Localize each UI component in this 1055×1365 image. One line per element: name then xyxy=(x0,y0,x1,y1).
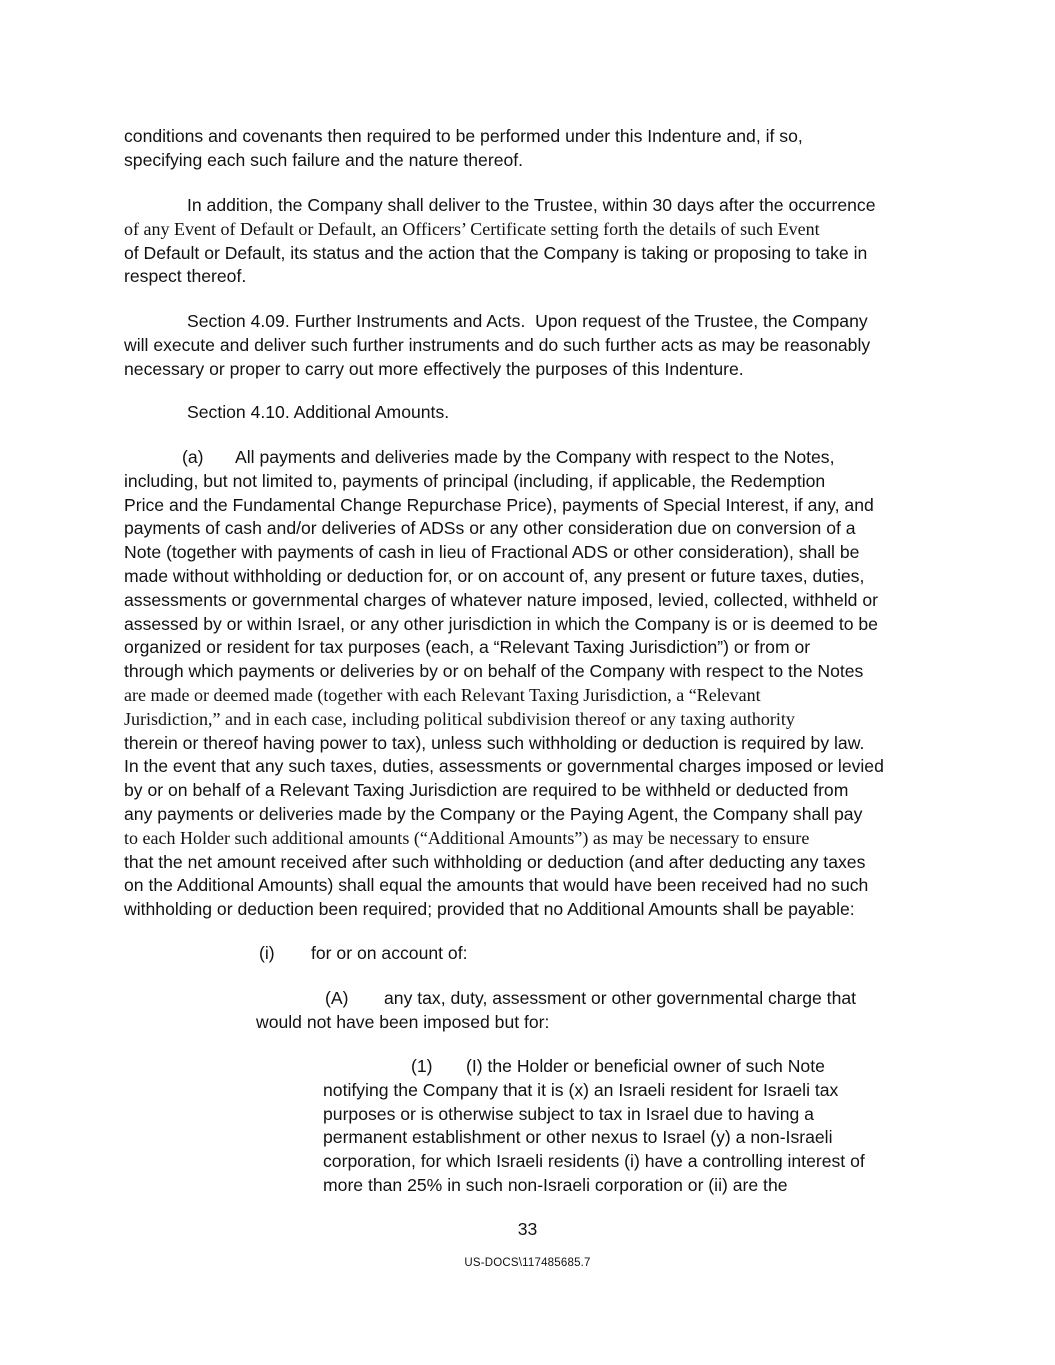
text-line: In the event that any such taxes, duties, assessments or governmental charges imposed or levied xyxy=(124,756,884,777)
text-line: including, but not limited to, payments of principal (including, if applicable, the Redemption xyxy=(124,470,826,491)
clause-label: (i) xyxy=(259,943,275,963)
clause-text: any tax, duty, assessment or other governmental charge that xyxy=(384,988,857,1008)
clause-A xyxy=(256,987,906,1035)
text-line: purposes or is otherwise subject to tax in Israel due to having a xyxy=(323,1103,814,1124)
paragraph-officers-certificate xyxy=(124,194,936,289)
text-line: any payments or deliveries made by the Company or the Paying Agent, the Company shall pay xyxy=(124,803,863,824)
text-line: that the net amount received after such withholding or deduction (and after deducting any taxes xyxy=(124,851,866,872)
text-line: on the Additional Amounts) shall equal the amounts that would have been received had no such xyxy=(124,875,869,896)
text-line: assessments or governmental charges of whatever nature imposed, levied, collected, withheld or xyxy=(124,589,878,610)
text-line: Price and the Fundamental Change Repurchase Price), payments of Special Interest, if any, and xyxy=(124,494,874,515)
text-line: permanent establishment or other nexus to Israel (y) a non-Israeli xyxy=(323,1127,833,1148)
clause-label: (1) xyxy=(411,1056,433,1076)
text-line: assessed by or within Israel, or any other jurisdiction in which the Company is or is deemed to be xyxy=(124,613,878,634)
text-line xyxy=(256,987,906,1011)
section-4-10-heading xyxy=(124,401,936,425)
section-heading: Section 4.09. Further Instruments and Acts. xyxy=(187,311,526,331)
text-line xyxy=(259,942,909,966)
text-line: are made or deemed made (together with each Relevant Taxing Jurisdiction, a “Relevant xyxy=(124,684,761,705)
text-line xyxy=(124,310,936,334)
clause-1 xyxy=(323,1055,923,1198)
clause-i xyxy=(259,942,909,966)
text-line: respect thereof. xyxy=(124,266,247,287)
text-line: more than 25% in such non-Israeli corporation or (ii) are the xyxy=(323,1174,788,1195)
text-line: Jurisdiction,” and in each case, including political subdivision thereof or any taxing authority xyxy=(124,708,795,729)
clause-a xyxy=(124,446,936,922)
text-line: of any Event of Default or Default, an Officers’ Certificate setting forth the details of such Event xyxy=(124,218,820,239)
text-line: to each Holder such additional amounts (“Additional Amounts”) as may be necessary to ensure xyxy=(124,827,810,848)
clause-label: (A) xyxy=(325,988,349,1008)
page-number: 33 xyxy=(517,1219,538,1239)
text-line: necessary or proper to carry out more effectively the purposes of this Indenture. xyxy=(124,358,744,379)
text-line: by or on behalf of a Relevant Taxing Jurisdiction are required to be withheld or deducted from xyxy=(124,780,849,801)
clause-text: for or on account of: xyxy=(311,943,468,963)
text-line: corporation, for which Israeli residents (i) have a controlling interest of xyxy=(323,1151,865,1172)
document-id: US-DOCS\117485685.7 xyxy=(464,1257,591,1269)
text-line: In addition, the Company shall deliver to the Trustee, within 30 days after the occurrence xyxy=(187,195,876,215)
section-heading: Section 4.10. Additional Amounts. xyxy=(187,402,450,422)
paragraph-continuation xyxy=(124,125,936,173)
text-line: withholding or deduction been required; provided that no Additional Amounts shall be payable: xyxy=(124,899,855,920)
text-line: specifying each such failure and the nature thereof. xyxy=(124,149,524,170)
text-line: Note (together with payments of cash in lieu of Fractional ADS or other consideration), shall be xyxy=(124,542,860,563)
clause-label: (a) xyxy=(182,447,204,467)
text-line xyxy=(124,446,936,470)
clause-text: (I) the Holder or beneficial owner of such Note xyxy=(466,1056,825,1076)
text-line: conditions and covenants then required to be performed under this Indenture and, if so, xyxy=(124,126,803,146)
section-4-09 xyxy=(124,310,936,381)
text-line xyxy=(323,1055,923,1079)
text-line: notifying the Company that it is (x) an Israeli resident for Israeli tax xyxy=(323,1079,839,1100)
text-line: organized or resident for tax purposes (each, a “Relevant Taxing Jurisdiction”) or from or xyxy=(124,637,811,658)
section-body-start: Upon request of the Trustee, the Company xyxy=(535,311,868,331)
text-line: made without withholding or deduction for, or on account of, any present or future taxes, duties, xyxy=(124,565,865,586)
text-line: of Default or Default, its status and the action that the Company is taking or proposing to take in xyxy=(124,242,868,263)
text-line: therein or thereof having power to tax), unless such withholding or deduction is required by law. xyxy=(124,732,865,753)
clause-text: All payments and deliveries made by the Company with respect to the Notes, xyxy=(235,447,835,467)
text-line: through which payments or deliveries by or on behalf of the Company with respect to the Notes xyxy=(124,661,864,682)
text-line: would not have been imposed but for: xyxy=(256,1011,550,1032)
text-line: will execute and deliver such further instruments and do such further acts as may be reasonably xyxy=(124,334,871,355)
text-line: payments of cash and/or deliveries of ADSs or any other consideration due on conversion of a xyxy=(124,518,856,539)
